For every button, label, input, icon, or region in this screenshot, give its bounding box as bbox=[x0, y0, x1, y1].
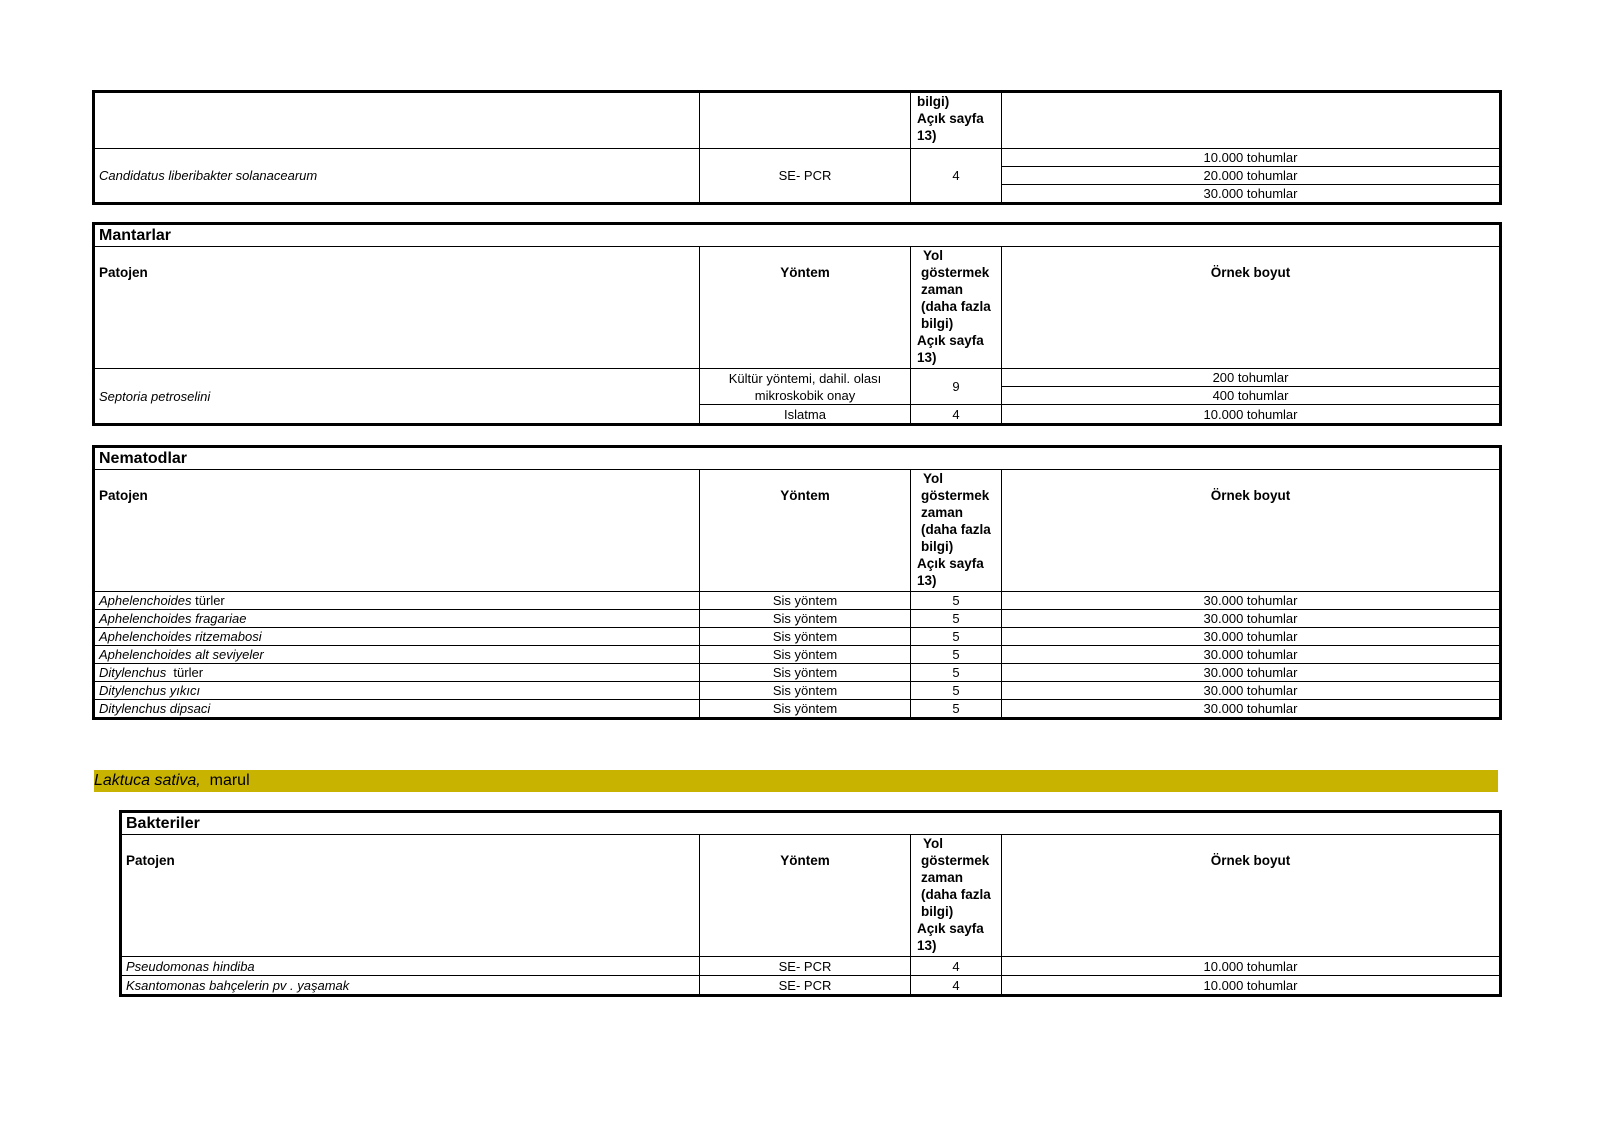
method-cell: Sis yöntem bbox=[700, 646, 911, 664]
sample-cell: 20.000 tohumlar bbox=[1002, 167, 1500, 185]
method-header: Yöntem bbox=[700, 247, 911, 369]
header-line: (daha fazla bbox=[921, 522, 991, 537]
header-line: bilgi) bbox=[921, 316, 954, 331]
pathogen-name: Ditylenchus yıkıcı bbox=[99, 683, 201, 698]
sample-cell: 200 tohumlar bbox=[1002, 369, 1500, 387]
sample-cell: 10.000 tohumlar bbox=[1002, 957, 1500, 976]
pathogen-cell: Ksantomonas bahçelerin pv . yaşamak bbox=[122, 976, 700, 995]
method-cell: SE- PCR bbox=[700, 976, 911, 995]
table-row bbox=[122, 957, 1500, 976]
pathogen-cell bbox=[95, 628, 700, 646]
header-line: Açık sayfa bbox=[917, 556, 984, 571]
table-row bbox=[95, 682, 1500, 700]
sample-cell: 30.000 tohumlar bbox=[1002, 610, 1500, 628]
pathogen-name: Aphelenchoides bbox=[99, 593, 192, 608]
nematode-rows bbox=[95, 592, 1500, 718]
empty-cell bbox=[95, 93, 700, 149]
pathogen-cell bbox=[95, 664, 700, 682]
fungi-table bbox=[94, 224, 1500, 424]
method-header: Yöntem bbox=[700, 835, 911, 957]
lead-time-cell: 5 bbox=[911, 682, 1002, 700]
method-cell: Kültür yöntemi, dahil. olası mikroskobik onay bbox=[700, 369, 911, 405]
sample-cell: 10.000 tohumlar bbox=[1002, 976, 1500, 995]
lead-time-cell: 4 bbox=[911, 957, 1002, 976]
section-title: Bakteriler bbox=[122, 813, 1500, 835]
pathogen-cell: Candidatus liberibakter solanacearum bbox=[95, 149, 700, 203]
pathogen-name: Ditylenchus dipsaci bbox=[99, 701, 211, 716]
section-title: Nematodlar bbox=[95, 448, 1500, 470]
lead-time-cell: 4 bbox=[911, 149, 1002, 203]
sample-cell: 30.000 tohumlar bbox=[1002, 664, 1500, 682]
header-line: göstermek bbox=[921, 853, 990, 868]
header-line: Açık sayfa bbox=[917, 333, 984, 348]
nematodes-table bbox=[94, 447, 1500, 718]
pathogen-name: Aphelenchoides fragariae bbox=[99, 611, 247, 626]
pathogen-cell bbox=[95, 592, 700, 610]
sample-cell: 30.000 tohumlar bbox=[1002, 700, 1500, 718]
header-line: (daha fazla bbox=[921, 299, 991, 314]
method-cell: SE- PCR bbox=[700, 957, 911, 976]
header-line: göstermek bbox=[921, 488, 990, 503]
method-cell: Sis yöntem bbox=[700, 682, 911, 700]
pathogen-name: Aphelenchoides alt seviyeler bbox=[99, 647, 264, 662]
header-line: Açık sayfa bbox=[917, 921, 984, 936]
header-line: bilgi) bbox=[917, 94, 950, 109]
sample-cell: 30.000 tohumlar bbox=[1002, 682, 1500, 700]
table-row bbox=[95, 628, 1500, 646]
pathogen-suffix: türler bbox=[191, 593, 225, 608]
lead-time-header bbox=[911, 470, 1002, 592]
lead-time-header bbox=[911, 835, 1002, 957]
crop-latin-name: Laktuca sativa, bbox=[94, 772, 201, 789]
table-row bbox=[95, 646, 1500, 664]
header-line: Açık sayfa bbox=[917, 111, 984, 126]
header-line: zaman bbox=[921, 282, 964, 297]
empty-cell bbox=[1002, 93, 1500, 149]
method-cell: Sis yöntem bbox=[700, 700, 911, 718]
method-cell: Sis yöntem bbox=[700, 664, 911, 682]
sample-cell: 30.000 tohumlar bbox=[1002, 628, 1500, 646]
lead-time-cell: 4 bbox=[911, 405, 1002, 424]
header-line: göstermek bbox=[921, 265, 990, 280]
table-row bbox=[95, 664, 1500, 682]
sample-cell: 400 tohumlar bbox=[1002, 387, 1500, 405]
pathogen-cell bbox=[95, 610, 700, 628]
lead-time-cell: 4 bbox=[911, 976, 1002, 995]
method-header: Yöntem bbox=[700, 470, 911, 592]
method-cell: Islatma bbox=[700, 405, 911, 424]
section-title: Mantarlar bbox=[95, 225, 1500, 247]
header-line: 13) bbox=[917, 128, 937, 143]
sample-size-header: Örnek boyut bbox=[1002, 470, 1500, 592]
header-line: Yol bbox=[923, 248, 943, 263]
method-cell: Sis yöntem bbox=[700, 610, 911, 628]
lead-time-cell: 5 bbox=[911, 628, 1002, 646]
lead-time-header bbox=[911, 247, 1002, 369]
method-cell: Sis yöntem bbox=[700, 592, 911, 610]
lead-time-cell: 5 bbox=[911, 700, 1002, 718]
lead-time-header-partial bbox=[911, 93, 1002, 149]
header-line: 13) bbox=[917, 350, 937, 365]
header-line: bilgi) bbox=[921, 904, 954, 919]
lead-time-cell: 5 bbox=[911, 610, 1002, 628]
header-line: 13) bbox=[917, 573, 937, 588]
pathogen-name: Aphelenchoides ritzemabosi bbox=[99, 629, 262, 644]
table-row bbox=[95, 592, 1500, 610]
header-line: Yol bbox=[923, 471, 943, 486]
sample-size-header: Örnek boyut bbox=[1002, 247, 1500, 369]
sample-cell: 10.000 tohumlar bbox=[1002, 405, 1500, 424]
method-cell: Sis yöntem bbox=[700, 628, 911, 646]
sample-cell: 30.000 tohumlar bbox=[1002, 592, 1500, 610]
pathogen-cell bbox=[95, 682, 700, 700]
pathogen-cell bbox=[95, 700, 700, 718]
crop-common-name: marul bbox=[200, 772, 250, 789]
lead-time-cell: 9 bbox=[911, 369, 1002, 405]
sample-cell: 30.000 tohumlar bbox=[1002, 185, 1500, 203]
table-row bbox=[122, 976, 1500, 995]
header-line: zaman bbox=[921, 870, 964, 885]
empty-cell bbox=[700, 93, 911, 149]
pathogen-name: Ditylenchus bbox=[99, 665, 167, 680]
lead-time-cell: 5 bbox=[911, 646, 1002, 664]
pathogen-cell bbox=[95, 646, 700, 664]
sample-size-header: Örnek boyut bbox=[1002, 835, 1500, 957]
pathogen-header: Patojen bbox=[95, 247, 700, 369]
bacteria-table bbox=[121, 812, 1500, 995]
table-row bbox=[95, 610, 1500, 628]
header-line: 13) bbox=[917, 938, 937, 953]
pathogen-cell: Septoria petroselini bbox=[95, 369, 700, 424]
top-pathogen-table bbox=[94, 92, 1500, 203]
sample-cell: 30.000 tohumlar bbox=[1002, 646, 1500, 664]
table-row bbox=[95, 700, 1500, 718]
lead-time-cell: 5 bbox=[911, 592, 1002, 610]
header-line: Yol bbox=[923, 836, 943, 851]
sample-cell: 10.000 tohumlar bbox=[1002, 149, 1500, 167]
header-line: bilgi) bbox=[921, 539, 954, 554]
crop-heading-band bbox=[94, 770, 1498, 792]
pathogen-cell: Pseudomonas hindiba bbox=[122, 957, 700, 976]
header-line: (daha fazla bbox=[921, 887, 991, 902]
pathogen-header: Patojen bbox=[95, 470, 700, 592]
pathogen-suffix: türler bbox=[166, 665, 204, 680]
method-cell: SE- PCR bbox=[700, 149, 911, 203]
lead-time-cell: 5 bbox=[911, 664, 1002, 682]
pathogen-header: Patojen bbox=[122, 835, 700, 957]
header-line: zaman bbox=[921, 505, 964, 520]
